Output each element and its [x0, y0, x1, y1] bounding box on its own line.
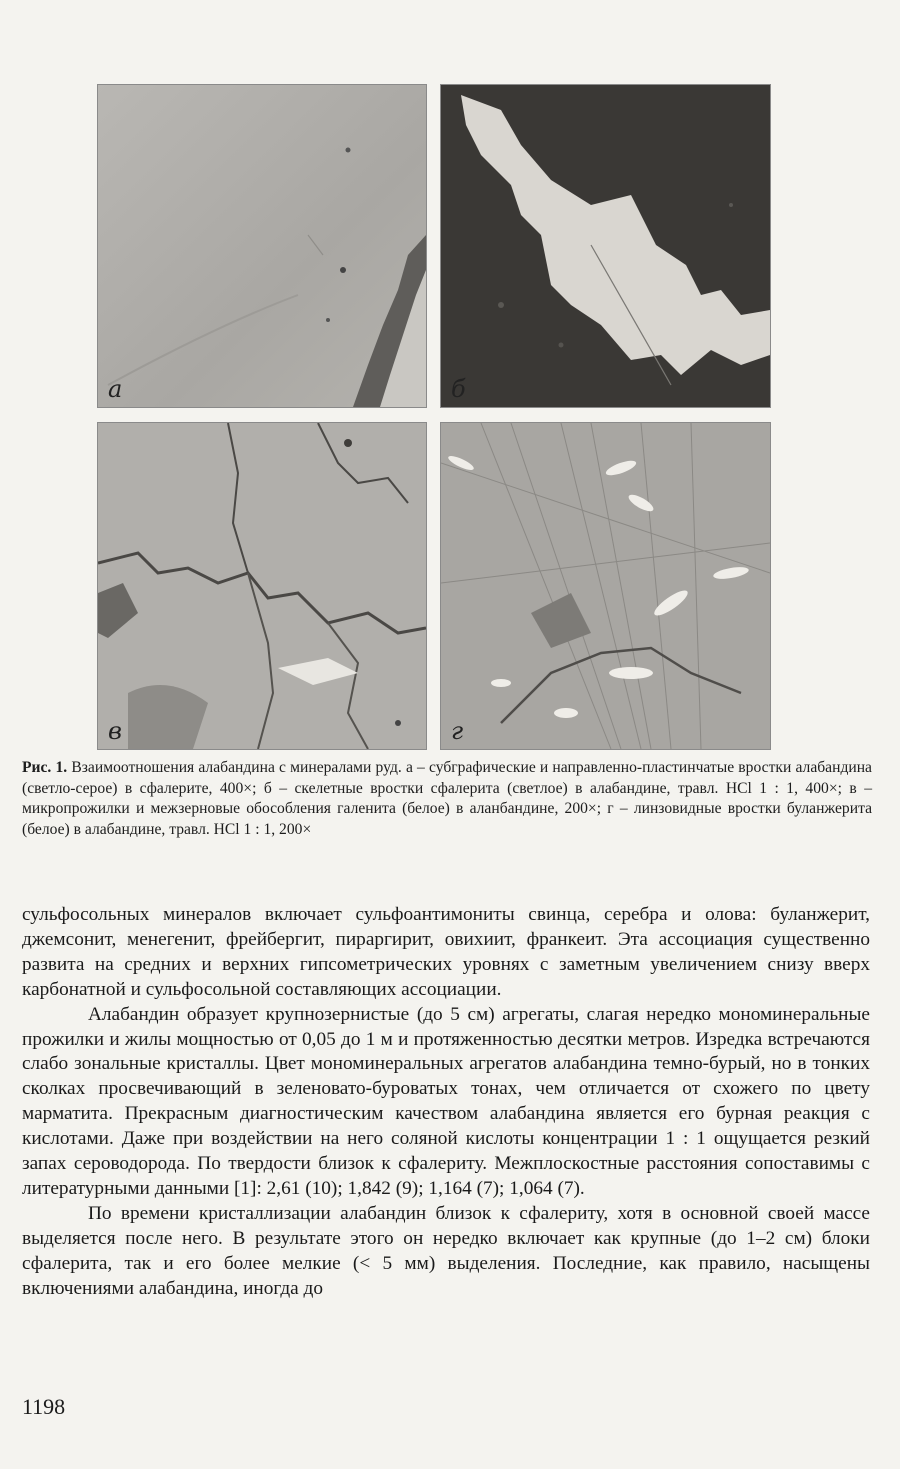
figure-panel-g	[440, 422, 771, 750]
figure-panel-v	[97, 422, 427, 750]
figure-caption	[22, 758, 872, 840]
panel-label-v: в	[108, 717, 122, 745]
panel-label-g: г	[451, 717, 464, 745]
figure-grid	[97, 84, 769, 748]
micrograph-g-image	[441, 423, 770, 749]
micrograph-a-image	[98, 85, 426, 407]
paragraph-2: Алабандин образует крупнозернистые (до 5 см) агрегаты, слагая нередко мономинеральные прожилки и жилы мощностью от 0,05 до 1 м и протяженностью десятки метров. Изредка встречаются слабо зональные кристаллы. Цвет мономинеральных агрегатов алабандина темно-бурый, но в тонких сколках просвечивающий в зеленовато-буроватых тонах, чем отличается от схожего по цвету марматита. Прекрасным диагностическим качеством алабандина является его бурная реакция с кислотами. Даже при воздействии на него соляной кислоты концентрации 1 : 1 ощущается резкий запах сероводорода. По твердости близок к сфалериту. Межплоскостные расстояния сопоставимы с литературными данными [1]: 2,61 (10); 1,842 (9); 1,164 (7); 1,064 (7).	[22, 1003, 870, 1199]
caption-text: Взаимоотношения алабандина с минералами руд. а – субграфические и направленно-пластинчатые вростки алабандина (светло-серое) в сфалерите, 400×; б – скелетные вростки сфалерита (светлое) в алабандине, травл. HCl 1 : 1, 400×; в – микропрожилки и межзерновые обособления галенита (белое) в аланбандине, 200×; г – линзовидные вростки буланжерита (белое) в алабандине, травл. HCl 1 : 1, 200×	[22, 759, 872, 838]
page-number: 1198	[22, 1394, 66, 1419]
figure-panel-b	[440, 84, 771, 408]
panel-label-b: б	[451, 375, 466, 403]
micrograph-v-image	[98, 423, 426, 749]
micrograph-b-image	[441, 85, 770, 407]
panel-label-a: а	[108, 375, 123, 403]
paragraph-1: сульфосольных минералов включает сульфоантимониты свинца, серебра и олова: буланжерит, джемсонит, менегенит, фрейбергит, пираргирит, овихиит, франкеит. Эта ассоциация существенно развита на средних и верхних гипсометрических уровнях с заметным увеличением снизу вверх карбонатной и сульфосольной составляющих ассоциации.	[22, 904, 870, 1000]
paragraph-3: По времени кристаллизации алабандин близок к сфалериту, хотя в основной своей массе выделяется после него. В результате этого он нередко включает как крупные (до 1–2 см) блоки сфалерита, так и его более мелкие (< 5 мм) выделения. Последние, как правило, насыщены включениями алабандина, иногда до	[22, 1202, 870, 1299]
caption-head: Рис. 1.	[22, 759, 68, 776]
body-text	[22, 903, 870, 1302]
figure-panel-a	[97, 84, 427, 408]
